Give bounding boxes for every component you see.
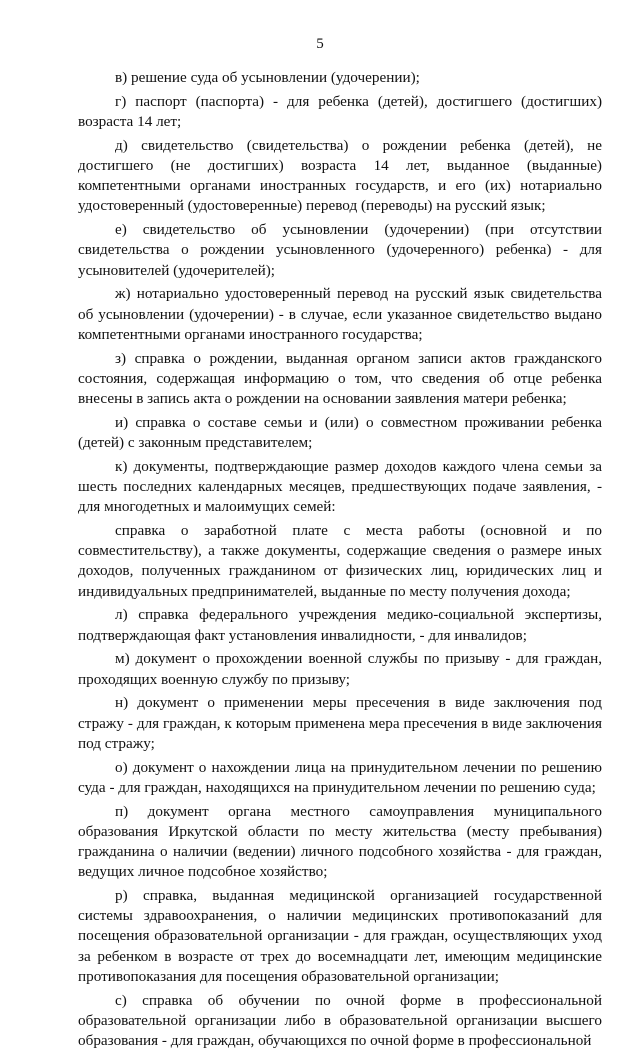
paragraph-d: д) свидетельство (свидетельства) о рождении ребенка (детей), не достигшего (не достигших) возраста 14 лет, выданное (выданные) компетентными органами иностранных государств, и его (их) нотариально удостоверенный (удостоверенные) перевод (переводы) на русский язык; (78, 136, 602, 215)
paragraph-zh: ж) нотариально удостоверенный перевод на русский язык свидетельства об усыновлении (удочерении) - в случае, если указанное свидетельство выдано компетентными органами иностранного государства; (78, 285, 602, 343)
paragraph-e: е) свидетельство об усыновлении (удочерении) (при отсутствии свидетельства о рождении усыновленного (удочеренного) ребенка) - для усыновителей (удочерителей); (78, 221, 602, 279)
paragraph-g: г) паспорт (паспорта) - для ребенка (детей), достигшего (достигших) возраста 14 лет; (78, 92, 602, 130)
paragraph-n: н) документ о применении меры пресечения в виде заключения под стражу - для граждан, к которым применена мера пресечения в виде заключения под стражу; (78, 694, 602, 752)
paragraph-o: о) документ о нахождении лица на принудительном лечении по решению суда - для граждан, находящихся на принудительном лечении по решению суда; (78, 758, 602, 796)
page-number: 5 (316, 36, 324, 52)
paragraph-m: м) документ о прохождении военной службы по призыву - для граждан, проходящих военную службу по призыву; (78, 650, 602, 688)
paragraph-z: з) справка о рождении, выданная органом записи актов гражданского состояния, содержащая информацию о том, что сведения об отце ребенка внесены в запись акта о рождении на основании заявления матери ребенка; (78, 349, 602, 408)
paragraph-l: л) справка федерального учреждения медико-социальной экспертизы, подтверждающая факт установления инвалидности, - для инвалидов; (78, 606, 602, 644)
paragraph-s: с) справка об обучении по очной форме в профессиональной образовательной организации либо в образовательной организации высшего образования - для граждан, обучающихся по очной форме в профессиональной (78, 991, 602, 1050)
paragraph-p: п) документ органа местного самоуправления муниципального образования Иркутской области по месту жительства (месту пребывания) гражданина о наличии (ведении) личного подсобного хозяйства - для граждан, ведущих личное подсобное хозяйство; (78, 802, 602, 881)
paragraph-v: в) решение суда об усыновлении (удочерении); (115, 69, 420, 86)
paragraph-r: р) справка, выданная медицинской организацией государственной системы здравоохранения, о наличии медицинских противопоказаний для посещения образовательной организации - для граждан, осуществляющих уход за ребенком в возрасте от трех до восемнадцати лет, имеющим медицинские противопоказания для посещения образовательной организации; (78, 887, 602, 985)
paragraph-salary-certificate: справка о заработной плате с места работы (основной и по совместительству), а также документы, содержащие сведения о размере иных доходов, полученных гражданином от физических лиц, юридических лиц и индивидуальных предпринимателей, выданные по месту получения дохода; (78, 522, 602, 600)
paragraph-k: к) документы, подтверждающие размер доходов каждого члена семьи за шесть последних календарных месяцев, предшествующих подаче заявления, - для многодетных и малоимущих семей: (78, 457, 602, 516)
document-body (78, 68, 602, 1055)
paragraph-i: и) справка о составе семьи и (или) о совместном проживании ребенка (детей) с законным представителем; (78, 413, 602, 452)
